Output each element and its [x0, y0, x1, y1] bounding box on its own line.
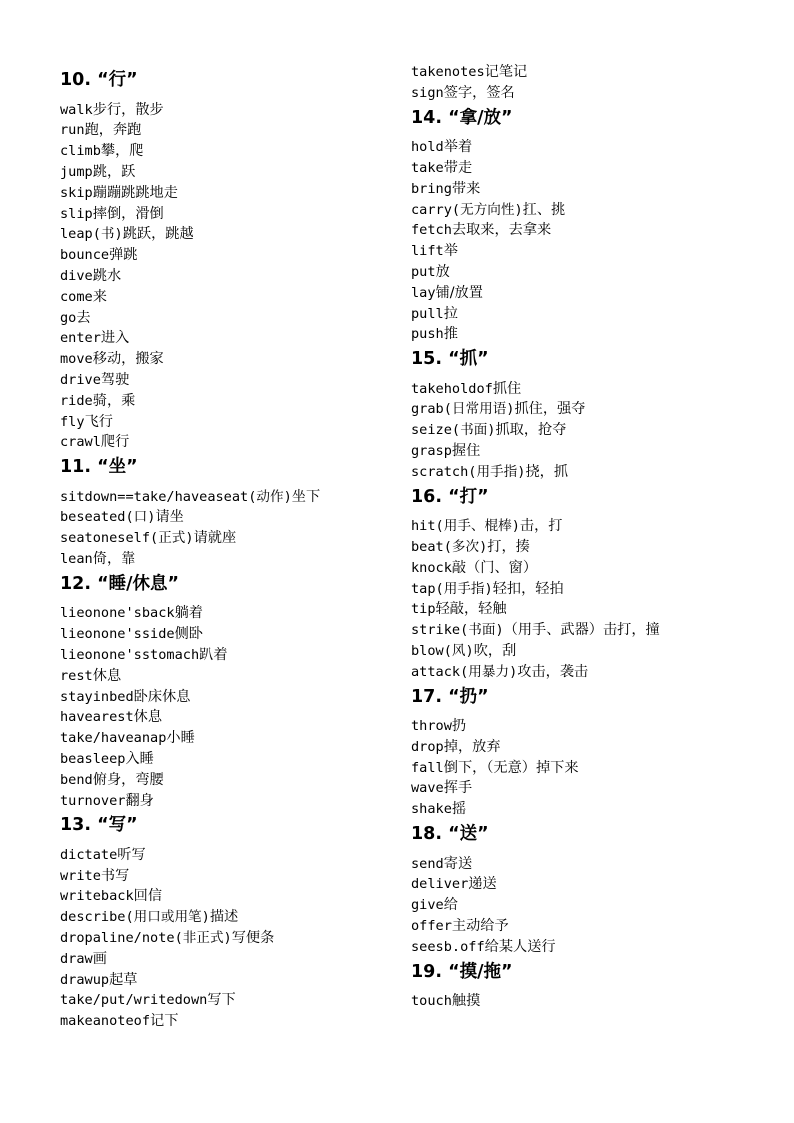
vocab-entry [60, 412, 113, 432]
chinese-meaning: 写下 [207, 992, 236, 1009]
chinese-meaning: 摔倒，滑倒 [92, 205, 164, 222]
vocab-entry [60, 770, 164, 790]
vocab-entry [411, 83, 515, 103]
chinese-meaning: 轻扣，轻拍 [492, 580, 564, 597]
chinese-meaning: 抓住 [492, 380, 522, 397]
chinese-meaning: 抓住，强夺 [514, 401, 586, 418]
vocab-entry [60, 141, 144, 161]
vocab-entry [60, 603, 203, 623]
vocab-entry [411, 262, 450, 282]
english-term: write [60, 867, 101, 884]
chinese-meaning: 请就座 [193, 530, 237, 547]
chinese-meaning: 写便条 [231, 930, 275, 946]
vocab-entry [60, 528, 236, 548]
chinese-meaning: 击，打 [519, 518, 563, 535]
chinese-meaning: 记笔记 [484, 64, 528, 80]
vocab-entry [60, 549, 135, 569]
vocab-entry [60, 845, 146, 865]
english-term: hold [411, 139, 444, 156]
chinese-meaning: 来 [92, 288, 107, 305]
english-term: come [60, 288, 93, 305]
chinese-meaning: 攻击，袭击 [517, 663, 589, 680]
chinese-meaning: 卧床休息 [133, 688, 191, 705]
english-term: takeholdof [411, 380, 493, 397]
chinese-meaning: 起草 [109, 971, 138, 988]
vocab-entry [60, 370, 129, 390]
vocab-entry [411, 158, 472, 178]
vocab-entry [60, 245, 138, 265]
section-heading: 13. “写” [60, 815, 138, 836]
english-term: send [411, 855, 444, 872]
section-heading: 18. “送” [411, 824, 489, 844]
vocab-entry [60, 328, 129, 348]
section-heading: 19. “摸/拖” [411, 961, 513, 982]
chinese-meaning: 敲（门、窗） [451, 559, 538, 576]
vocab-entry [411, 137, 472, 157]
english-term: lieonone'sside [60, 626, 175, 643]
vocab-entry [60, 990, 236, 1010]
english-term: move [60, 351, 93, 368]
vocab-entry [60, 266, 121, 286]
chinese-meaning: 轻敲，轻触 [435, 601, 507, 618]
vocab-entry [60, 666, 121, 686]
chinese-meaning: 休息 [133, 709, 163, 726]
english-term: put [411, 263, 436, 280]
vocab-entry [411, 324, 458, 344]
english-term: bring [411, 180, 452, 197]
english-term: crawl [60, 434, 101, 451]
english-term: beasleep [60, 750, 126, 767]
chinese-meaning: 跳水 [92, 267, 122, 284]
vocab-entry [60, 791, 154, 811]
vocab-entry [60, 391, 135, 411]
chinese-meaning: 翻身 [125, 792, 154, 809]
english-term: sitdown==take/haveaseat(动作) [60, 488, 292, 505]
vocab-entry [411, 283, 483, 303]
english-term: writeback [60, 888, 134, 905]
vocab-entry [60, 432, 129, 452]
chinese-meaning: 跑，奔跑 [84, 122, 142, 139]
english-term: seize(书面) [411, 422, 496, 439]
english-term: describe(用口或用笔) [60, 909, 210, 926]
vocab-entry [411, 441, 480, 461]
english-term: skip [60, 184, 93, 201]
vocab-entry [411, 420, 566, 440]
chinese-meaning: 听写 [117, 846, 146, 863]
chinese-meaning: 带走 [443, 159, 473, 176]
english-term: havearest [60, 709, 134, 726]
vocab-entry [411, 737, 501, 757]
chinese-meaning: 去取来，去拿来 [451, 222, 552, 239]
vocab-entry [411, 991, 480, 1011]
vocab-entry [60, 728, 195, 748]
vocab-entry [411, 179, 480, 199]
vocab-entry [411, 854, 472, 874]
english-term: jump [60, 163, 93, 180]
vocab-entry [60, 308, 91, 328]
chinese-meaning: 扔 [451, 718, 467, 734]
chinese-meaning: 举 [443, 243, 458, 260]
english-term: push [411, 326, 444, 343]
english-term: dive [60, 267, 93, 284]
english-term: fetch [411, 222, 452, 239]
chinese-meaning: 坐下 [291, 488, 321, 505]
english-term: lieonone'sstomach [60, 646, 200, 663]
chinese-meaning: 寄送 [443, 855, 473, 872]
chinese-meaning: 挠，抓 [525, 463, 569, 480]
vocab-entry [411, 716, 466, 736]
vocab-entry [411, 778, 472, 798]
chinese-meaning: 主动给予 [451, 917, 509, 934]
english-term: seatoneself(正式) [60, 530, 194, 547]
vocab-entry [60, 487, 320, 507]
chinese-meaning: 爬行 [100, 434, 130, 451]
vocab-entry [411, 916, 509, 936]
vocab-entry [60, 1011, 178, 1031]
english-term: wave [411, 780, 444, 797]
vocab-entry [60, 970, 138, 990]
english-term: walk [60, 101, 93, 118]
english-term: enter [60, 330, 101, 347]
vocab-entry [60, 949, 107, 969]
chinese-meaning: 举着 [443, 139, 473, 156]
english-term: slip [60, 205, 93, 222]
section-heading: 16. “打” [411, 486, 489, 507]
chinese-meaning: 掉，放弃 [443, 738, 501, 755]
english-term: deliver [411, 876, 469, 893]
vocab-entry [411, 537, 530, 557]
chinese-meaning: 递送 [468, 876, 497, 893]
english-term: take [411, 159, 444, 176]
vocab-entry [60, 645, 228, 665]
section-heading: 11. “坐” [60, 457, 138, 478]
chinese-meaning: 飞行 [84, 413, 113, 430]
chinese-meaning: 推 [443, 326, 458, 343]
chinese-meaning: （用手、武器）击打，撞 [503, 622, 660, 639]
vocab-entry [411, 874, 497, 894]
vocab-entry [60, 120, 141, 140]
english-term: give [411, 897, 444, 914]
chinese-meaning: 放 [435, 263, 450, 280]
chinese-meaning: 吹，刮 [473, 642, 517, 659]
english-term: blow(风) [411, 642, 474, 659]
english-term: touch [411, 993, 452, 1009]
section-heading: 12. “睡/休息” [60, 573, 179, 594]
chinese-meaning: 驾驶 [100, 371, 130, 388]
chinese-meaning: 挥手 [443, 780, 473, 797]
english-term: take/haveanap [60, 730, 167, 747]
english-term: sign [411, 84, 444, 101]
chinese-meaning: 描述 [209, 909, 239, 926]
vocab-entry [411, 241, 458, 261]
english-term: lean [60, 551, 93, 567]
english-term: shake [411, 801, 452, 818]
english-term: fall [411, 759, 444, 776]
chinese-meaning: 画 [92, 950, 107, 967]
english-term: scratch(用手指) [411, 463, 526, 480]
english-term: carry(无方向性) [411, 201, 523, 218]
english-term: draw [60, 950, 93, 967]
vocab-entry [411, 758, 579, 778]
chinese-meaning: 攀，爬 [100, 143, 144, 160]
chinese-meaning: 躺着 [174, 605, 203, 622]
vocab-entry [411, 558, 537, 578]
chinese-meaning: 小睡 [166, 730, 195, 747]
chinese-meaning: 书写 [100, 867, 130, 884]
vocab-entry [60, 866, 129, 886]
chinese-meaning: 签字，签名 [443, 84, 515, 101]
chinese-meaning: 骑，乘 [92, 392, 136, 409]
chinese-meaning: 铺/放置 [435, 284, 483, 301]
chinese-meaning: 休息 [92, 667, 122, 684]
vocab-entry [411, 62, 527, 82]
english-term: hit(用手、棍棒) [411, 518, 520, 535]
english-term: takenotes [411, 64, 485, 80]
chinese-meaning: 弹跳 [109, 247, 138, 264]
vocab-entry [411, 937, 556, 957]
vocab-entry [411, 220, 551, 240]
vocab-entry [411, 462, 568, 482]
english-term: tap(用手指) [411, 580, 493, 597]
english-term: beseated(口) [60, 509, 156, 526]
english-term: turnover [60, 792, 126, 809]
vocab-entry [411, 379, 521, 399]
vocab-entry [411, 399, 585, 419]
english-term: fly [60, 413, 85, 430]
english-term: take/put/writedown [60, 992, 208, 1009]
chinese-meaning: 触摸 [451, 993, 481, 1009]
chinese-meaning: 进入 [100, 330, 130, 347]
chinese-meaning: 给 [443, 897, 458, 914]
vocab-entry [60, 287, 107, 307]
vocab-entry [411, 895, 458, 915]
vocab-entry [60, 707, 162, 727]
section-heading: 17. “扔” [411, 686, 489, 707]
chinese-meaning: 蹦蹦跳跳地走 [92, 184, 178, 201]
english-term: dropaline/note(非正式) [60, 930, 232, 946]
vocab-entry [60, 349, 164, 369]
vocab-entry [60, 886, 162, 906]
section-heading: 10. “行” [60, 70, 138, 90]
vocab-entry [60, 687, 190, 707]
chinese-meaning: 摇 [451, 801, 467, 818]
chinese-meaning: 倒下，（无意）掉下来 [443, 759, 579, 776]
english-term: leap(书) [60, 226, 123, 243]
vocab-entry [60, 507, 184, 527]
english-term: bend [60, 771, 93, 788]
chinese-meaning: 扛、挑 [522, 201, 566, 218]
english-term: rest [60, 667, 93, 684]
chinese-meaning: 趴着 [199, 646, 228, 663]
english-term: makeanoteof [60, 1013, 151, 1030]
english-term: bounce [60, 247, 110, 264]
english-term: stayinbed [60, 688, 134, 705]
english-term: attack(用暴力) [411, 663, 518, 680]
english-term: grab(日常用语) [411, 401, 515, 418]
english-term: pull [411, 305, 444, 322]
english-term: lift [411, 243, 444, 260]
english-term: knock [411, 559, 452, 576]
chinese-meaning: 俯身，弯腰 [92, 771, 164, 788]
chinese-meaning: 请坐 [155, 509, 184, 526]
vocab-entry [60, 624, 203, 644]
vocab-entry [411, 516, 562, 536]
english-term: seesb.off [411, 938, 485, 955]
chinese-meaning: 给某人送行 [484, 938, 556, 955]
english-term: drawup [60, 971, 110, 988]
english-term: climb [60, 143, 101, 160]
english-term: offer [411, 917, 452, 934]
chinese-meaning: 步行，散步 [92, 101, 164, 118]
vocab-entry [411, 599, 507, 619]
english-term: dictate [60, 846, 118, 863]
english-term: go [60, 309, 77, 326]
chinese-meaning: 跳，跃 [92, 163, 136, 180]
chinese-meaning: 打，揍 [487, 538, 530, 555]
english-term: throw [411, 718, 452, 734]
chinese-meaning: 去 [76, 309, 91, 326]
vocab-entry [60, 162, 135, 182]
vocab-entry [411, 641, 516, 661]
vocab-entry [60, 100, 164, 120]
vocab-entry [411, 620, 660, 640]
english-term: grasp [411, 443, 452, 459]
vocab-entry [60, 183, 178, 203]
english-term: ride [60, 392, 93, 409]
vocab-entry [411, 579, 564, 599]
chinese-meaning: 入睡 [125, 750, 154, 767]
english-term: beat(多次) [411, 538, 488, 555]
chinese-meaning: 跳跃，跳越 [122, 226, 194, 243]
chinese-meaning: 倚，靠 [92, 551, 136, 567]
chinese-meaning: 回信 [133, 888, 163, 905]
chinese-meaning: 抓取，抢夺 [495, 422, 567, 439]
vocab-entry [60, 907, 238, 927]
english-term: lay [411, 284, 436, 301]
vocab-entry [60, 204, 164, 224]
english-term: drop [411, 738, 444, 755]
chinese-meaning: 侧卧 [174, 626, 203, 643]
vocab-entry [411, 304, 458, 324]
chinese-meaning: 握住 [451, 443, 481, 459]
vocab-entry [411, 200, 565, 220]
vocab-entry [411, 662, 588, 682]
section-heading: 15. “抓” [411, 349, 489, 370]
english-term: drive [60, 371, 101, 388]
english-term: tip [411, 601, 436, 618]
vocab-entry [60, 224, 194, 244]
english-term: run [60, 122, 85, 139]
vocab-entry [60, 749, 154, 769]
chinese-meaning: 记下 [150, 1013, 179, 1030]
english-term: lieonone'sback [60, 605, 175, 622]
vocab-entry [411, 799, 466, 819]
vocab-entry [60, 928, 274, 948]
chinese-meaning: 移动，搬家 [92, 351, 164, 368]
chinese-meaning: 拉 [443, 305, 458, 322]
section-heading: 14. “拿/放” [411, 107, 513, 128]
chinese-meaning: 带来 [451, 180, 481, 197]
english-term: strike(书面) [411, 622, 504, 639]
